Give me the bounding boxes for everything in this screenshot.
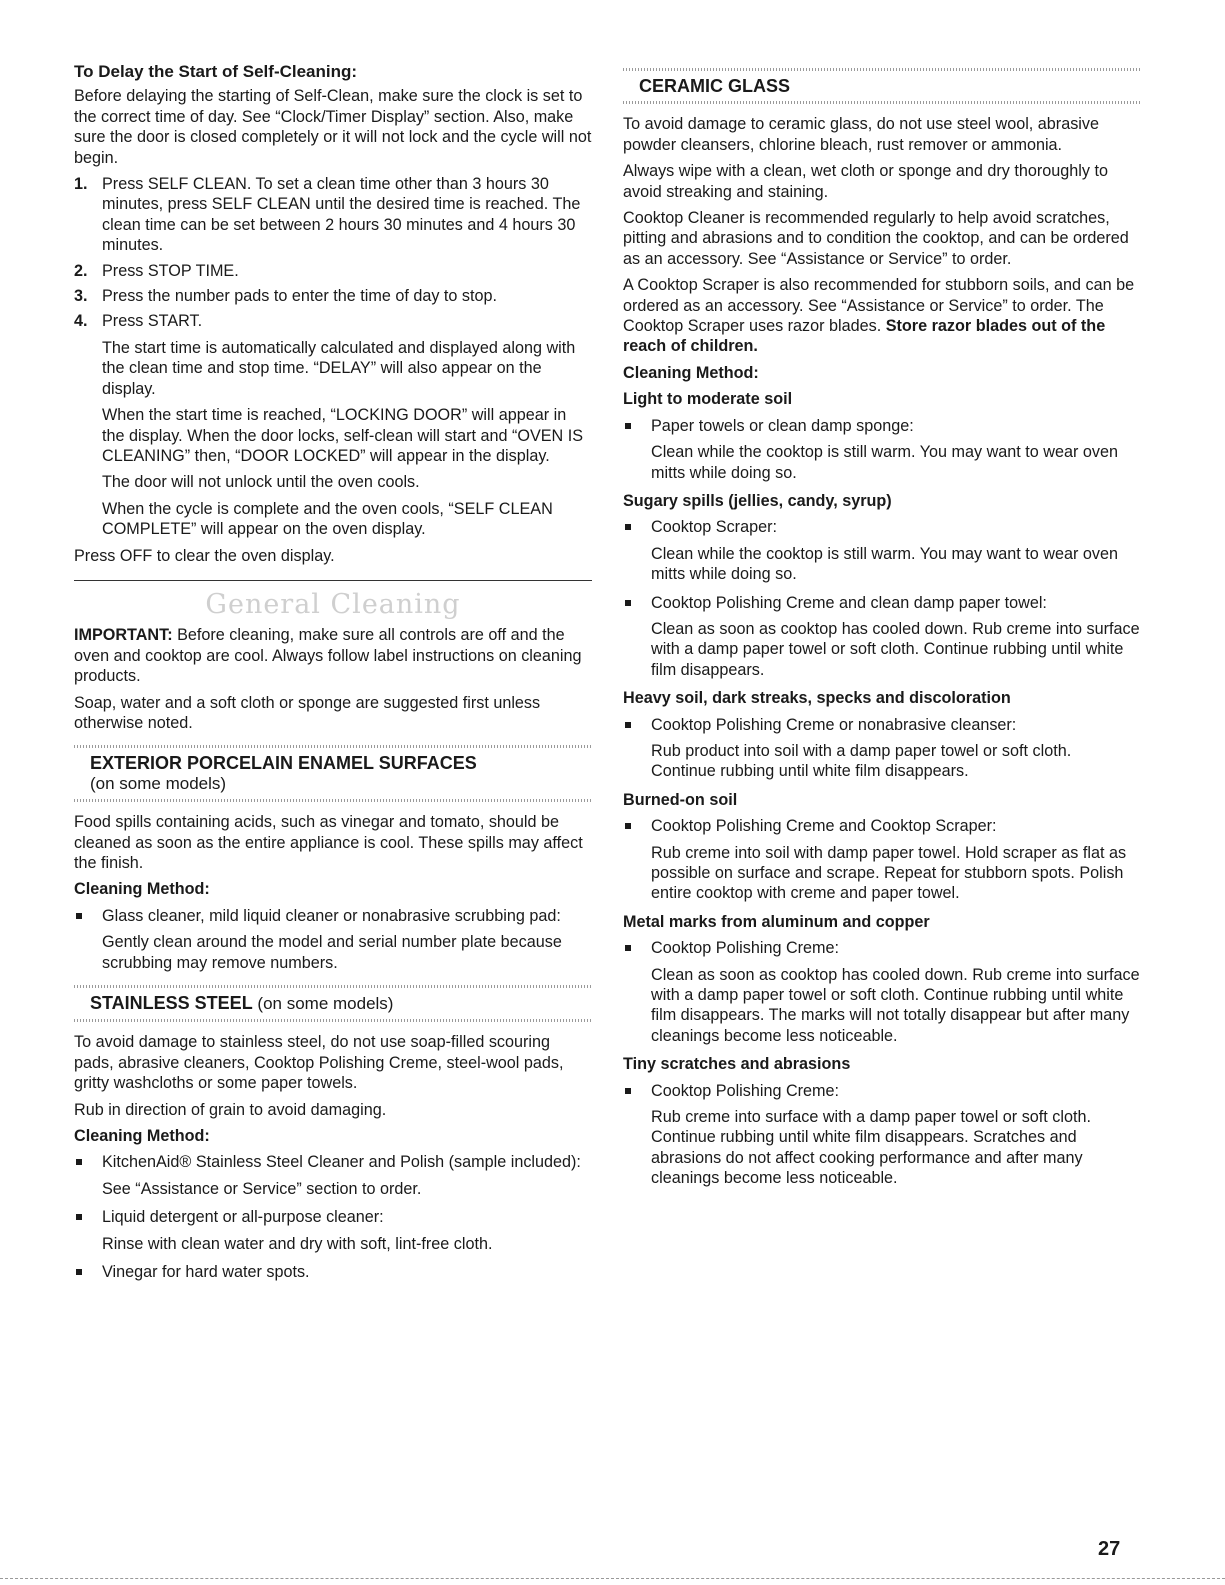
burned-soil-heading: Burned-on soil bbox=[623, 790, 738, 809]
important-note bbox=[74, 625, 592, 686]
list-item bbox=[623, 816, 1140, 836]
ceramic-method-heading: Cleaning Method: bbox=[623, 363, 759, 382]
heavy-soil-heading: Heavy soil, dark streaks, specks and discoloration bbox=[623, 689, 1011, 708]
bullet-square-icon bbox=[76, 1214, 82, 1220]
left-column bbox=[74, 62, 592, 1289]
press-off-note: Press OFF to clear the oven display. bbox=[74, 546, 335, 565]
bullet-square-icon bbox=[625, 1088, 631, 1094]
step-2 bbox=[74, 261, 592, 281]
bullet-text: Cooktop Scraper: bbox=[651, 518, 777, 537]
delay-intro: Before delaying the starting of Self-Clean, make sure the clock is set to the correct time of day. See “Clock/Timer Display” section. Also, make sure the door is closed completely or it will not lock and the cycle will not begin. bbox=[74, 87, 592, 167]
ceramic-para-2: Always wipe with a clean, wet cloth or sponge and dry thoroughly to avoid streaking and staining. bbox=[623, 162, 1108, 201]
step-text: Press the number pads to enter the time of day to stop. bbox=[102, 287, 498, 306]
ceramic-para-4 bbox=[623, 275, 1140, 357]
porcelain-title: EXTERIOR PORCELAIN ENAMEL SURFACES bbox=[90, 753, 477, 774]
bullet-square-icon bbox=[625, 945, 631, 951]
soap-note: Soap, water and a soft cloth or sponge are suggested first unless otherwise noted. bbox=[74, 693, 541, 732]
burned-soil-note: Rub creme into soil with damp paper towel. Hold scraper as flat as possible on surface and scrape. Repeat for stubborn spots. Polish entire cooktop with creme and paper towel. bbox=[651, 843, 1127, 903]
porcelain-bullet-note: Gently clean around the model and serial number plate because scrubbing may remove numbers. bbox=[102, 933, 562, 972]
stainless-method-list-2 bbox=[74, 1207, 592, 1227]
page-number: 27 bbox=[1098, 1538, 1121, 1560]
burned-soil-list bbox=[623, 816, 1140, 836]
sugary-list-1 bbox=[623, 517, 1140, 537]
ceramic-para-1: To avoid damage to ceramic glass, do not use steel wool, abrasive powder cleansers, chlorine bleach, rust remover or ammonia. bbox=[623, 115, 1099, 154]
important-label: IMPORTANT: bbox=[74, 626, 173, 645]
bullet-square-icon bbox=[625, 600, 631, 606]
light-soil-note: Clean while the cooktop is still warm. You may want to wear oven mitts while doing so. bbox=[651, 443, 1118, 482]
ceramic-title: CERAMIC GLASS bbox=[639, 76, 791, 96]
list-item bbox=[74, 1152, 592, 1172]
step-1 bbox=[74, 174, 592, 256]
stainless-method-list-3 bbox=[74, 1262, 592, 1282]
step4-para-2: When the start time is reached, “LOCKING DOOR” will appear in the display. When the door locks, self-clean will start and “OVEN IS CLEANING” then, “DOOR LOCKED” will appear in the display. bbox=[102, 406, 584, 465]
bullet-square-icon bbox=[76, 913, 82, 919]
stainless-intro: To avoid damage to stainless steel, do not use soap-filled scouring pads, abrasive cleaners, Cooktop Polishing Creme, steel-wool pads, gritty washcloths or some paper towels. bbox=[74, 1033, 564, 1093]
list-item bbox=[74, 1207, 592, 1227]
bullet-text: Paper towels or clean damp sponge: bbox=[651, 416, 914, 435]
bullet-square-icon bbox=[76, 1269, 82, 1275]
stainless-b2-note: Rinse with clean water and dry with soft, lint-free cloth. bbox=[102, 1234, 493, 1253]
list-item bbox=[623, 938, 1140, 958]
stainless-subtitle: (on some models) bbox=[252, 994, 394, 1014]
porcelain-intro: Food spills containing acids, such as vinegar and tomato, should be cleaned as soon as the entire appliance is cool. These spills may affect the finish. bbox=[74, 813, 583, 872]
porcelain-method-list bbox=[74, 906, 592, 926]
porcelain-method-heading: Cleaning Method: bbox=[74, 880, 210, 899]
list-item bbox=[623, 517, 1140, 537]
step4-para-4: When the cycle is complete and the oven cools, “SELF CLEAN COMPLETE” will appear on the oven display. bbox=[102, 499, 553, 539]
bullet-text: Cooktop Polishing Creme and Cooktop Scraper: bbox=[651, 817, 997, 836]
bullet-text: Liquid detergent or all-purpose cleaner: bbox=[102, 1208, 384, 1227]
list-item bbox=[623, 416, 1140, 436]
section-divider bbox=[74, 580, 592, 581]
bullet-text: Glass cleaner, mild liquid cleaner or nonabrasive scrubbing pad: bbox=[102, 906, 561, 925]
metal-marks-list bbox=[623, 938, 1140, 958]
list-item bbox=[623, 715, 1140, 735]
step4-para-1: The start time is automatically calculated and displayed along with the clean time and stop time. “DELAY” will also appear on the display. bbox=[102, 338, 576, 398]
important-text: Before cleaning, make sure all controls are off and the oven and cooktop are cool. Always follow label instructions on cleaning products. bbox=[74, 626, 582, 686]
list-item bbox=[623, 1081, 1140, 1101]
metal-marks-heading: Metal marks from aluminum and copper bbox=[623, 912, 930, 931]
step-text: Press SELF CLEAN. To set a clean time other than 3 hours 30 minutes, press SELF CLEAN until the desired time is reached. The clean time can be set between 2 hours 30 minutes and 4 hours 30 minutes. bbox=[102, 175, 581, 255]
delay-heading: To Delay the Start of Self-Cleaning: bbox=[74, 62, 358, 81]
step-number: 4. bbox=[74, 312, 88, 331]
bullet-text: KitchenAid® Stainless Steel Cleaner and Polish (sample included): bbox=[102, 1153, 581, 1172]
list-item bbox=[74, 906, 592, 926]
tiny-scratches-heading: Tiny scratches and abrasions bbox=[623, 1055, 851, 1074]
stainless-b1-note: See “Assistance or Service” section to order. bbox=[102, 1179, 422, 1198]
stainless-section-header bbox=[74, 985, 592, 1022]
step-number: 1. bbox=[74, 175, 88, 194]
bullet-square-icon bbox=[625, 722, 631, 728]
ceramic-section-header bbox=[623, 68, 1140, 104]
list-item bbox=[623, 593, 1140, 613]
step-number: 2. bbox=[74, 261, 88, 280]
bullet-text: Cooktop Polishing Creme: bbox=[651, 939, 840, 958]
step4-para-3: The door will not unlock until the oven cools. bbox=[102, 473, 420, 492]
general-cleaning-title: General Cleaning bbox=[205, 588, 461, 620]
tiny-scratches-list bbox=[623, 1081, 1140, 1101]
step-3 bbox=[74, 286, 592, 306]
porcelain-subtitle: (on some models) bbox=[90, 773, 227, 793]
stainless-rub-note: Rub in direction of grain to avoid damaging. bbox=[74, 1100, 387, 1119]
ceramic-warning: Store razor blades out of the reach of children. bbox=[623, 317, 1106, 356]
bullet-text: Cooktop Polishing Creme and clean damp paper towel: bbox=[651, 593, 1047, 612]
heavy-soil-note: Rub product into soil with a damp paper towel or soft cloth. Continue rubbing until white film disappears. bbox=[651, 741, 1072, 781]
bullet-square-icon bbox=[76, 1159, 82, 1165]
heavy-soil-list bbox=[623, 715, 1140, 735]
sugary-spills-heading: Sugary spills (jellies, candy, syrup) bbox=[623, 491, 892, 510]
bullet-square-icon bbox=[625, 423, 631, 429]
page-bottom-edge bbox=[0, 1578, 1225, 1579]
step-text: Press STOP TIME. bbox=[102, 261, 239, 280]
right-column bbox=[623, 68, 1140, 1197]
step-text: Press START. bbox=[102, 312, 203, 331]
delay-steps bbox=[74, 174, 592, 332]
step-4 bbox=[74, 311, 592, 331]
stainless-title: STAINLESS STEEL bbox=[90, 993, 253, 1014]
tiny-scratches-note: Rub creme into surface with a damp paper towel or soft cloth. Continue rubbing until white film disappears. Scratches and abrasions do not affect cooking performance and after many cleanings become less noticeable. bbox=[651, 1108, 1091, 1188]
stainless-method-heading: Cleaning Method: bbox=[74, 1127, 210, 1146]
ceramic-para-3: Cooktop Cleaner is recommended regularly to help avoid scratches, pitting and abrasions and to condition the cooktop, and can be ordered as an accessory. See “Assistance or Service” to order. bbox=[623, 209, 1129, 268]
bullet-square-icon bbox=[625, 823, 631, 829]
light-soil-list bbox=[623, 416, 1140, 436]
light-soil-heading: Light to moderate soil bbox=[623, 390, 793, 409]
sugary-list-2 bbox=[623, 593, 1140, 613]
bullet-text: Cooktop Polishing Creme: bbox=[651, 1081, 840, 1100]
list-item bbox=[74, 1262, 592, 1282]
sugary-note-2: Clean as soon as cooktop has cooled down. Rub creme into surface with a damp paper towel or soft cloth. Continue rubbing until white film disappears. bbox=[651, 619, 1140, 679]
bullet-text: Cooktop Polishing Creme or nonabrasive cleanser: bbox=[651, 715, 1017, 734]
bullet-text: Vinegar for hard water spots. bbox=[102, 1263, 310, 1282]
step-number: 3. bbox=[74, 287, 88, 306]
metal-marks-note: Clean as soon as cooktop has cooled down. Rub creme into surface with a damp paper towel or soft cloth. Continue rubbing until white film disappears. The marks will not totally disappear but after many cleanings become less noticeable. bbox=[651, 965, 1140, 1045]
sugary-note-1: Clean while the cooktop is still warm. You may want to wear oven mitts while doing so. bbox=[651, 544, 1118, 584]
porcelain-section-header bbox=[74, 745, 592, 802]
bullet-square-icon bbox=[625, 524, 631, 530]
stainless-method-list bbox=[74, 1152, 592, 1172]
ceramic-para-4-text: A Cooktop Scraper is also recommended for stubborn soils, and can be ordered as an accessory. See “Assistance or Service” to order. The Cooktop Scraper uses razor blades. bbox=[623, 276, 1135, 336]
